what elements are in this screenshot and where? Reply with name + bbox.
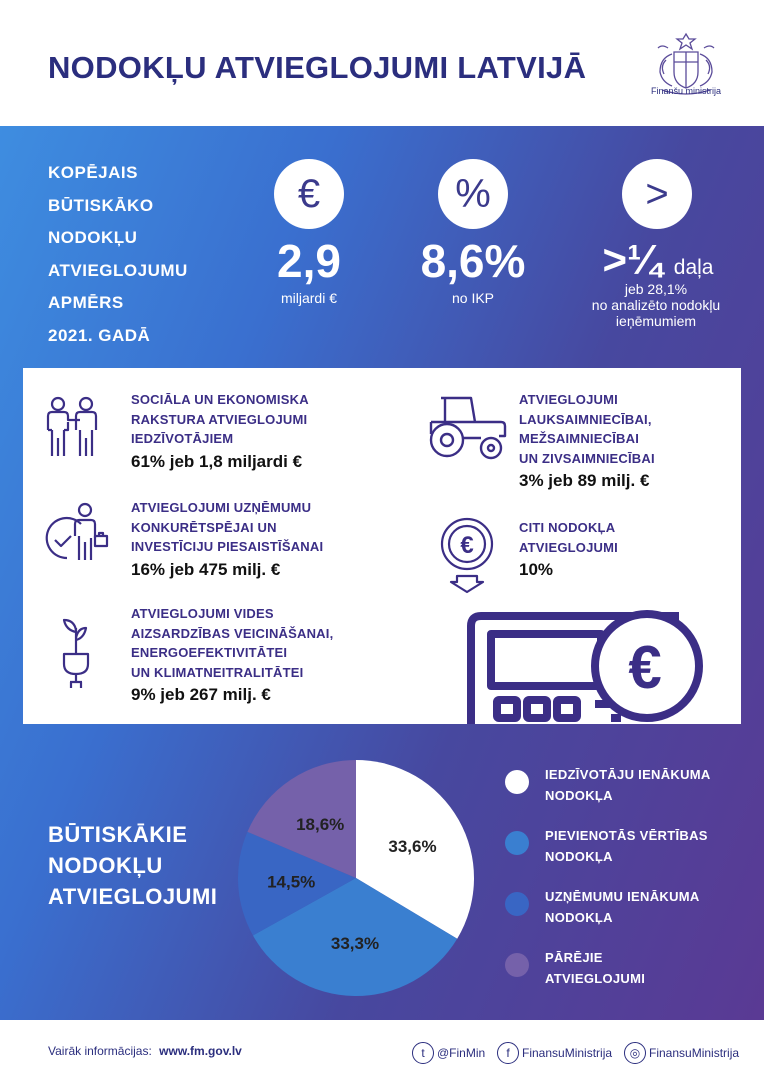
pie-slice-label: 18,6% — [296, 814, 345, 834]
percent-circle-icon: % — [438, 159, 508, 229]
legend-label-line: PIEVIENOTĀS VĒRTĪBAS — [545, 828, 708, 843]
legend-label — [545, 947, 645, 989]
summary-title-line: KOPĒJAIS — [48, 163, 138, 182]
summary-title-line: BŪTISKĀKO — [48, 195, 154, 215]
legend-label — [545, 886, 700, 928]
businessman-icon — [45, 502, 111, 562]
category-label — [131, 604, 451, 682]
pie-slice-label: 33,6% — [388, 837, 437, 857]
summary-title-line: APMĒRS — [48, 293, 124, 312]
stat-share-line: jeb 28,1% — [624, 281, 688, 297]
instagram-icon: ◎ — [624, 1042, 646, 1064]
instagram-link[interactable] — [624, 1040, 739, 1066]
summary-title — [48, 157, 248, 352]
legend-label-line: IEDZĪVOTĀJU IENĀKUMA — [545, 767, 711, 782]
stat-share-line: no analizēto nodokļu — [591, 297, 721, 313]
category-other — [519, 518, 729, 581]
stat-share-line: ieņēmumiem — [615, 313, 697, 329]
category-label-line: SOCIĀLA UN EKONOMISKA — [131, 392, 309, 407]
pie-title-line: NODOKĻU — [48, 853, 163, 878]
category-value: 10% — [519, 560, 554, 579]
facebook-handle: FinansuMinistrija — [522, 1046, 613, 1060]
ministry-name: Finanšu ministrija — [650, 86, 722, 96]
category-label-line: UN ZIVSAIMNIECĪBAI — [519, 450, 655, 466]
summary-title-line: NODOKĻU — [48, 228, 138, 247]
category-label-line: UN KLIMATNEITRALITĀTEI — [131, 664, 304, 680]
greater-than-circle-icon: > — [622, 159, 692, 229]
footer — [0, 1020, 764, 1080]
category-label-line: ATVIEGLOJUMI — [519, 392, 618, 407]
summary-title-line: ATVIEGLOJUMU — [48, 260, 188, 280]
category-label — [131, 390, 411, 449]
category-label-line: KONKURĒTSPĒJAI UN — [131, 519, 277, 535]
category-label-line: ATVIEGLOJUMI — [519, 539, 618, 555]
category-label-line: LAUKSAIMNIECĪBAI, — [519, 411, 652, 427]
category-label-line: MEŽSAIMNIECĪBAI — [519, 431, 639, 446]
stat-total-value: 2,9 — [277, 235, 341, 287]
euro-coin-icon — [437, 516, 497, 594]
legend-label — [545, 764, 711, 806]
tractor-icon — [427, 392, 509, 462]
summary-title-line: 2021. GADĀ — [48, 325, 151, 345]
calculator-euro-icon — [463, 608, 711, 724]
category-value: 16% jeb 475 milj. € — [131, 559, 281, 579]
category-label — [519, 390, 729, 468]
stat-share-details — [568, 281, 744, 329]
pie-slice-label: 33,3% — [330, 933, 380, 953]
footer-info — [48, 1044, 242, 1058]
twitter-handle: @FinMin — [437, 1046, 486, 1060]
category-label — [131, 498, 431, 557]
category-environment — [131, 604, 451, 706]
category-social — [131, 390, 411, 473]
pie-title-line: BŪTISKĀKIE — [48, 822, 188, 847]
legend-label-line: PĀRĒJIE — [545, 950, 603, 965]
facebook-link[interactable] — [497, 1040, 612, 1066]
footer-info-label: Vairāk informācijas: — [48, 1044, 152, 1058]
legend-swatch — [505, 953, 529, 977]
category-label — [519, 518, 729, 557]
stat-gdp-unit: no IKP — [451, 290, 495, 306]
page-title: NODOKĻU ATVIEGLOJUMI LATVIJĀ — [48, 50, 587, 85]
category-label-line: ENERGOEFEKTIVITĀTEI — [131, 645, 288, 660]
svg-text:€: € — [460, 532, 474, 559]
facebook-icon: f — [497, 1042, 519, 1064]
legend-label — [545, 825, 708, 867]
category-value: 3% jeb 89 milj. € — [519, 471, 650, 490]
pie-section-title — [48, 819, 217, 912]
legend-label-line: NODOKĻA — [545, 849, 613, 864]
eco-plug-icon — [59, 614, 93, 690]
category-value: 9% jeb 267 milj. € — [131, 685, 271, 704]
people-icon — [43, 396, 101, 458]
legend-label-line: NODOKĻA — [545, 910, 613, 925]
euro-circle-icon: € — [274, 159, 344, 229]
stat-total-unit: miljardi € — [280, 290, 337, 306]
twitter-icon: t — [412, 1042, 434, 1064]
legend-label-line: ATVIEGLOJUMI — [545, 971, 646, 986]
stat-share-value — [578, 236, 738, 284]
legend-swatch — [505, 770, 529, 794]
legend-label-line: NODOKĻA — [545, 788, 613, 803]
stat-share-suffix: daļa — [673, 256, 714, 279]
category-label-line: RAKSTURA ATVIEGLOJUMI — [131, 411, 308, 427]
header — [0, 0, 764, 126]
category-label-line: INVESTĪCIJU PIESAISTĪŠANAI — [131, 539, 324, 554]
svg-text:€: € — [628, 634, 662, 701]
stat-share-fraction: >¼ — [602, 236, 663, 283]
category-agriculture — [519, 390, 729, 492]
category-label-line: ATVIEGLOJUMI UZŅĒMUMU — [131, 500, 312, 515]
twitter-link[interactable] — [412, 1040, 485, 1066]
legend-swatch — [505, 831, 529, 855]
stat-gdp-value: 8,6% — [420, 235, 526, 287]
pie-chart — [236, 758, 476, 998]
legend-label-line: UZŅĒMUMU IENĀKUMA — [545, 889, 700, 904]
legend-swatch — [505, 892, 529, 916]
category-label-line: ATVIEGLOJUMI VIDES — [131, 606, 274, 621]
pie-slice-label: 14,5% — [267, 872, 316, 892]
website-link[interactable]: www.fm.gov.lv — [159, 1044, 242, 1058]
category-value: 61% jeb 1,8 miljardi € — [131, 451, 303, 471]
category-label-line: IEDZĪVOTĀJIEM — [131, 431, 234, 446]
category-business — [131, 498, 431, 581]
category-label-line: CITI NODOKĻA — [519, 520, 616, 535]
category-label-line: AIZSARDZĪBAS VEICINĀŠANAI, — [131, 625, 334, 641]
instagram-handle: FinansuMinistrija — [649, 1046, 740, 1060]
pie-title-line: ATVIEGLOJUMI — [48, 884, 218, 909]
categories-panel — [23, 368, 741, 724]
